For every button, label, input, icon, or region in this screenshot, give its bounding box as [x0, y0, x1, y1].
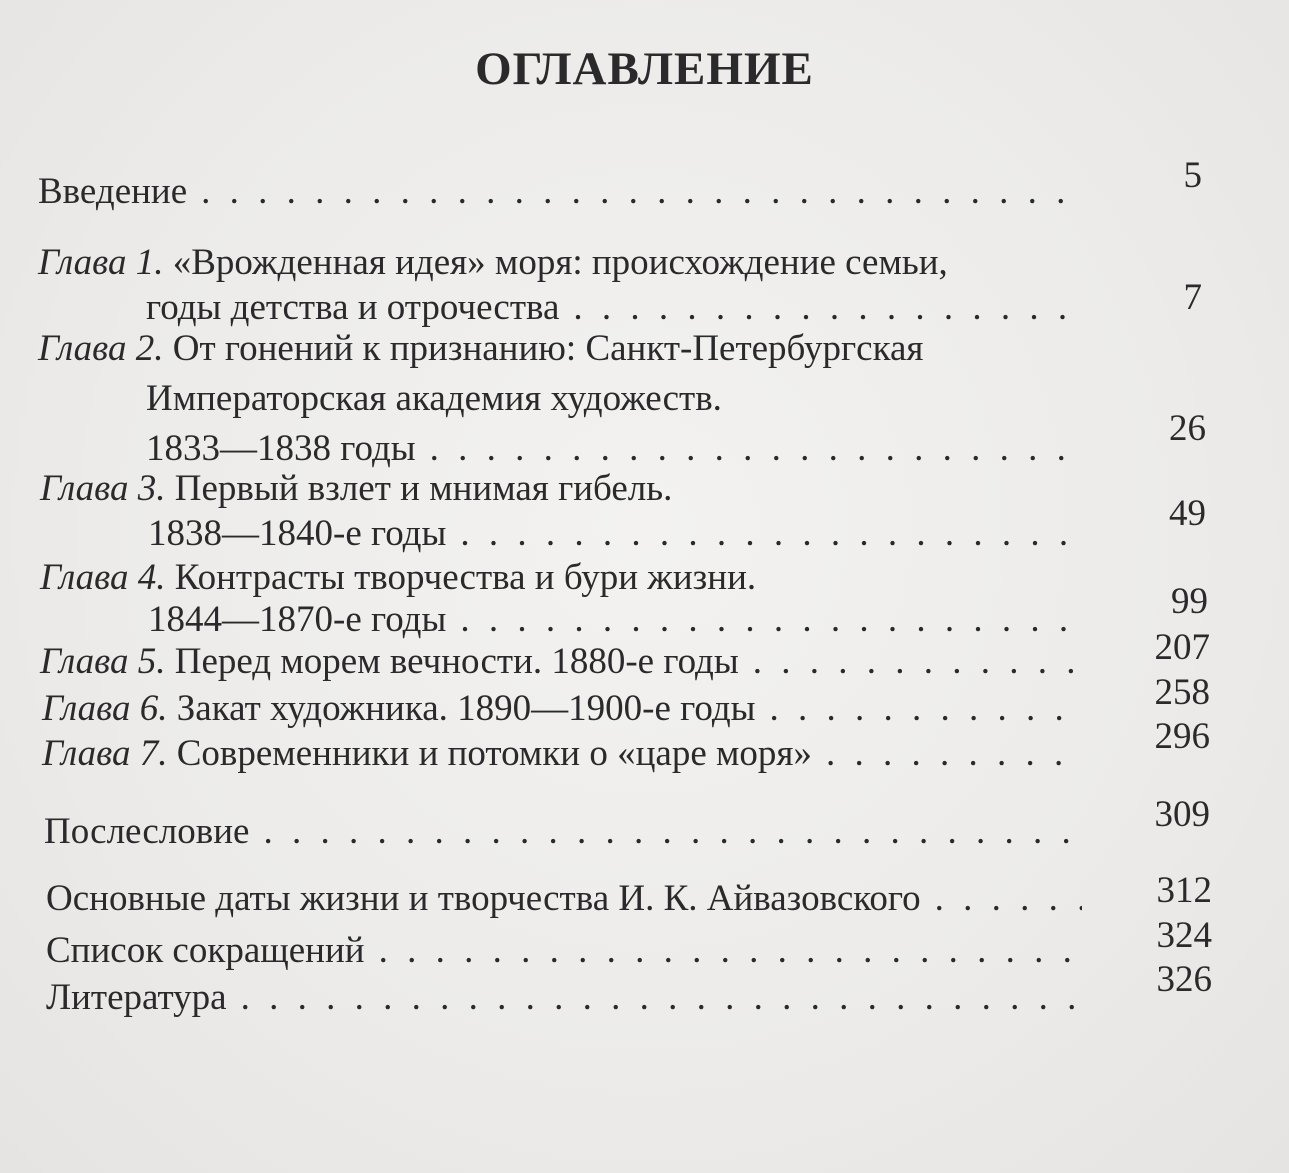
entry-label: Литература	[46, 977, 227, 1018]
toc-line	[46, 929, 1090, 973]
toc-line	[42, 687, 1090, 731]
page-number: 312	[1156, 870, 1212, 911]
page-number: 326	[1156, 959, 1212, 1000]
entry-title: Современники и потомки о «царе моря»	[176, 733, 812, 774]
leader-dots	[460, 598, 1082, 642]
toc-line	[46, 877, 1090, 921]
toc-line	[146, 377, 1088, 421]
page-title: ОГЛАВЛЕНИЕ	[475, 43, 814, 95]
entry-title: Закат художника. 1890—1900-е годы	[176, 688, 756, 729]
entry-label: Основные даты жизни и творчества И. К. Айвазовского	[46, 878, 921, 919]
entry-label: Список сокращений	[46, 930, 365, 971]
toc-line	[38, 241, 1088, 285]
leader-dots	[753, 640, 1082, 684]
entry-title: От гонений к признанию: Санкт-Петербургская	[172, 328, 924, 369]
entry-title-cont: 1844—1870-е годы	[148, 599, 447, 640]
leader-dots	[241, 976, 1082, 1020]
entry-title-cont: 1838—1840-е годы	[148, 513, 447, 554]
chapter-label: Глава 4.	[40, 557, 166, 598]
page-number: 296	[1154, 716, 1210, 757]
chapter-label: Глава 5.	[40, 641, 166, 682]
toc-line	[148, 598, 1090, 642]
entry-label: Введение	[38, 171, 188, 212]
toc-line	[148, 512, 1090, 556]
leader-dots	[573, 286, 1080, 330]
leader-dots	[460, 512, 1082, 556]
page-number: 207	[1154, 627, 1210, 668]
entry-title: «Врожденная идея» моря: происхождение семьи,	[172, 242, 948, 283]
entry-title-cont: Императорская академия художеств.	[146, 378, 722, 419]
entry-title-cont: годы детства и отрочества	[146, 287, 560, 328]
entry-title: Перед морем вечности. 1880-е годы	[174, 641, 739, 682]
toc-line	[40, 640, 1090, 684]
toc-line	[146, 286, 1088, 330]
chapter-label: Глава 2.	[38, 328, 164, 369]
leader-dots	[430, 427, 1080, 471]
toc-line	[40, 467, 1090, 511]
leader-dots	[826, 732, 1082, 776]
toc-line	[38, 170, 1088, 214]
page-number: 49	[1169, 493, 1206, 534]
toc-line	[42, 732, 1090, 776]
page-number: 324	[1156, 915, 1212, 956]
page-number: 26	[1169, 408, 1206, 449]
leader-dots	[263, 810, 1082, 854]
page-number: 309	[1154, 794, 1210, 835]
toc-line	[46, 976, 1090, 1020]
entry-title: Контрасты творчества и бури жизни.	[174, 557, 757, 598]
chapter-label: Глава 6.	[42, 688, 168, 729]
chapter-label: Глава 1.	[38, 242, 164, 283]
leader-dots	[201, 170, 1080, 214]
entry-title-cont: 1833—1838 годы	[146, 428, 416, 469]
entry-title: Первый взлет и мнимая гибель.	[174, 468, 673, 509]
page-number: 7	[1183, 277, 1202, 318]
page-number: 5	[1183, 155, 1202, 196]
toc-line	[146, 427, 1088, 471]
chapter-label: Глава 3.	[40, 468, 166, 509]
toc-line	[38, 327, 1088, 371]
entry-label: Послесловие	[44, 811, 250, 852]
leader-dots	[935, 877, 1082, 921]
toc-line	[44, 810, 1090, 854]
chapter-label: Глава 7.	[42, 733, 168, 774]
toc-line	[40, 556, 1090, 600]
leader-dots	[770, 687, 1082, 731]
leader-dots	[379, 929, 1082, 973]
page-number: 99	[1171, 581, 1208, 622]
page-number: 258	[1154, 672, 1210, 713]
